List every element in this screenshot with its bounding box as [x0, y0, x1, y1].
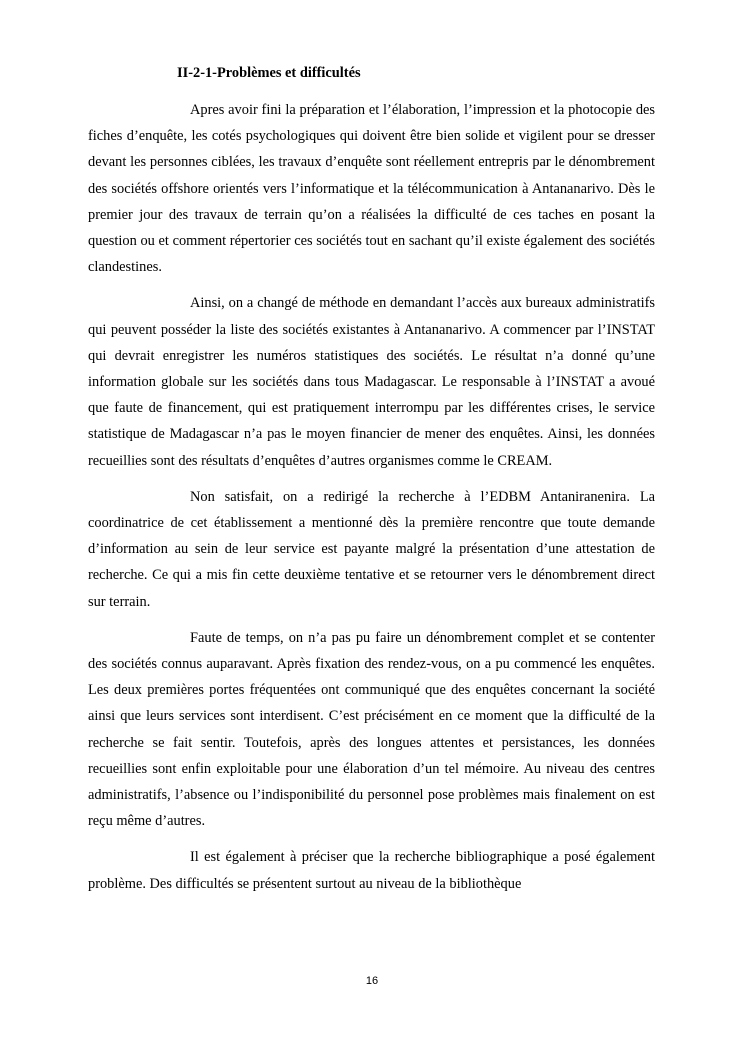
page-number: 16: [365, 975, 379, 987]
section-heading: II-2-1-Problèmes et difficultés: [177, 65, 361, 81]
paragraph-3: Non satisfait, on a redirigé la recherche à l’EDBM Antaniranenira. La coordinatrice de cet établissement a mentionné dès la première rencontre que toute demande d’information au sein de leur service est payante malgré la présentation d’une attestation de recherche. Ce qui a mis fin cette deuxième tentative et se retourner vers le dénombrement direct sur terrain.: [88, 488, 655, 610]
paragraph-2: Ainsi, on a changé de méthode en demandant l’accès aux bureaux administratifs qui peuvent posséder la liste des sociétés existantes à Antananarivo. A commencer par l’INSTAT qui devrait enregistrer les numéros statistiques des sociétés. Le résultat n’a donné qu’une information globale sur les sociétés dans tous Madagascar. Le responsable à l’INSTAT a avoué que faute de financement, qui est pratiquement interrompu par les différentes crises, le service statistique de Madagascar n’a pas le moyen financier de mener des enquêtes. Ainsi, les données recueillies sont des résultats d’enquêtes d’autres organismes comme le CREAM.: [88, 295, 655, 469]
paragraph-1: Apres avoir fini la préparation et l’élaboration, l’impression et la photocopie des fiches d’enquête, les cotés psychologiques qui doivent être bien solide et vigilent pour se dresser devant les personnes ciblées, les travaux d’enquête sont réellement entrepris par le dénombrement des sociétés offshore orientés vers l’informatique et la télécommunication à Antananarivo. Dès le premier jour des travaux de terrain qu’on a réalisées la difficulté de ces taches en posant la question ou et comment répertorier ces sociétés tout en sachant qu’il existe également des sociétés clandestines.: [88, 102, 655, 276]
paragraph-5: Il est également à préciser que la recherche bibliographique a posé également problème. Des difficultés se présentent surtout au niveau de la bibliothèque: [88, 849, 655, 892]
paragraph-4: Faute de temps, on n’a pas pu faire un dénombrement complet et se contenter des sociétés connus auparavant. Après fixation des rendez-vous, on a pu commencé les enquêtes. Les deux premières portes fréquentées ont communiqué que des enquêtes concernant la société ainsi que leurs services sont interdisent. C’est précisément en ce moment que la difficulté de la recherche se fait sentir. Toutefois, après des longues attentes et persistances, les données recueillies sont enfin exploitable pour une élaboration d’un tel mémoire. Au niveau des centres administratifs, l’absence ou l’indisponibilité du personnel pose problèmes mais finalement on est reçu même d’autres.: [88, 629, 655, 830]
body-text: [88, 97, 655, 907]
